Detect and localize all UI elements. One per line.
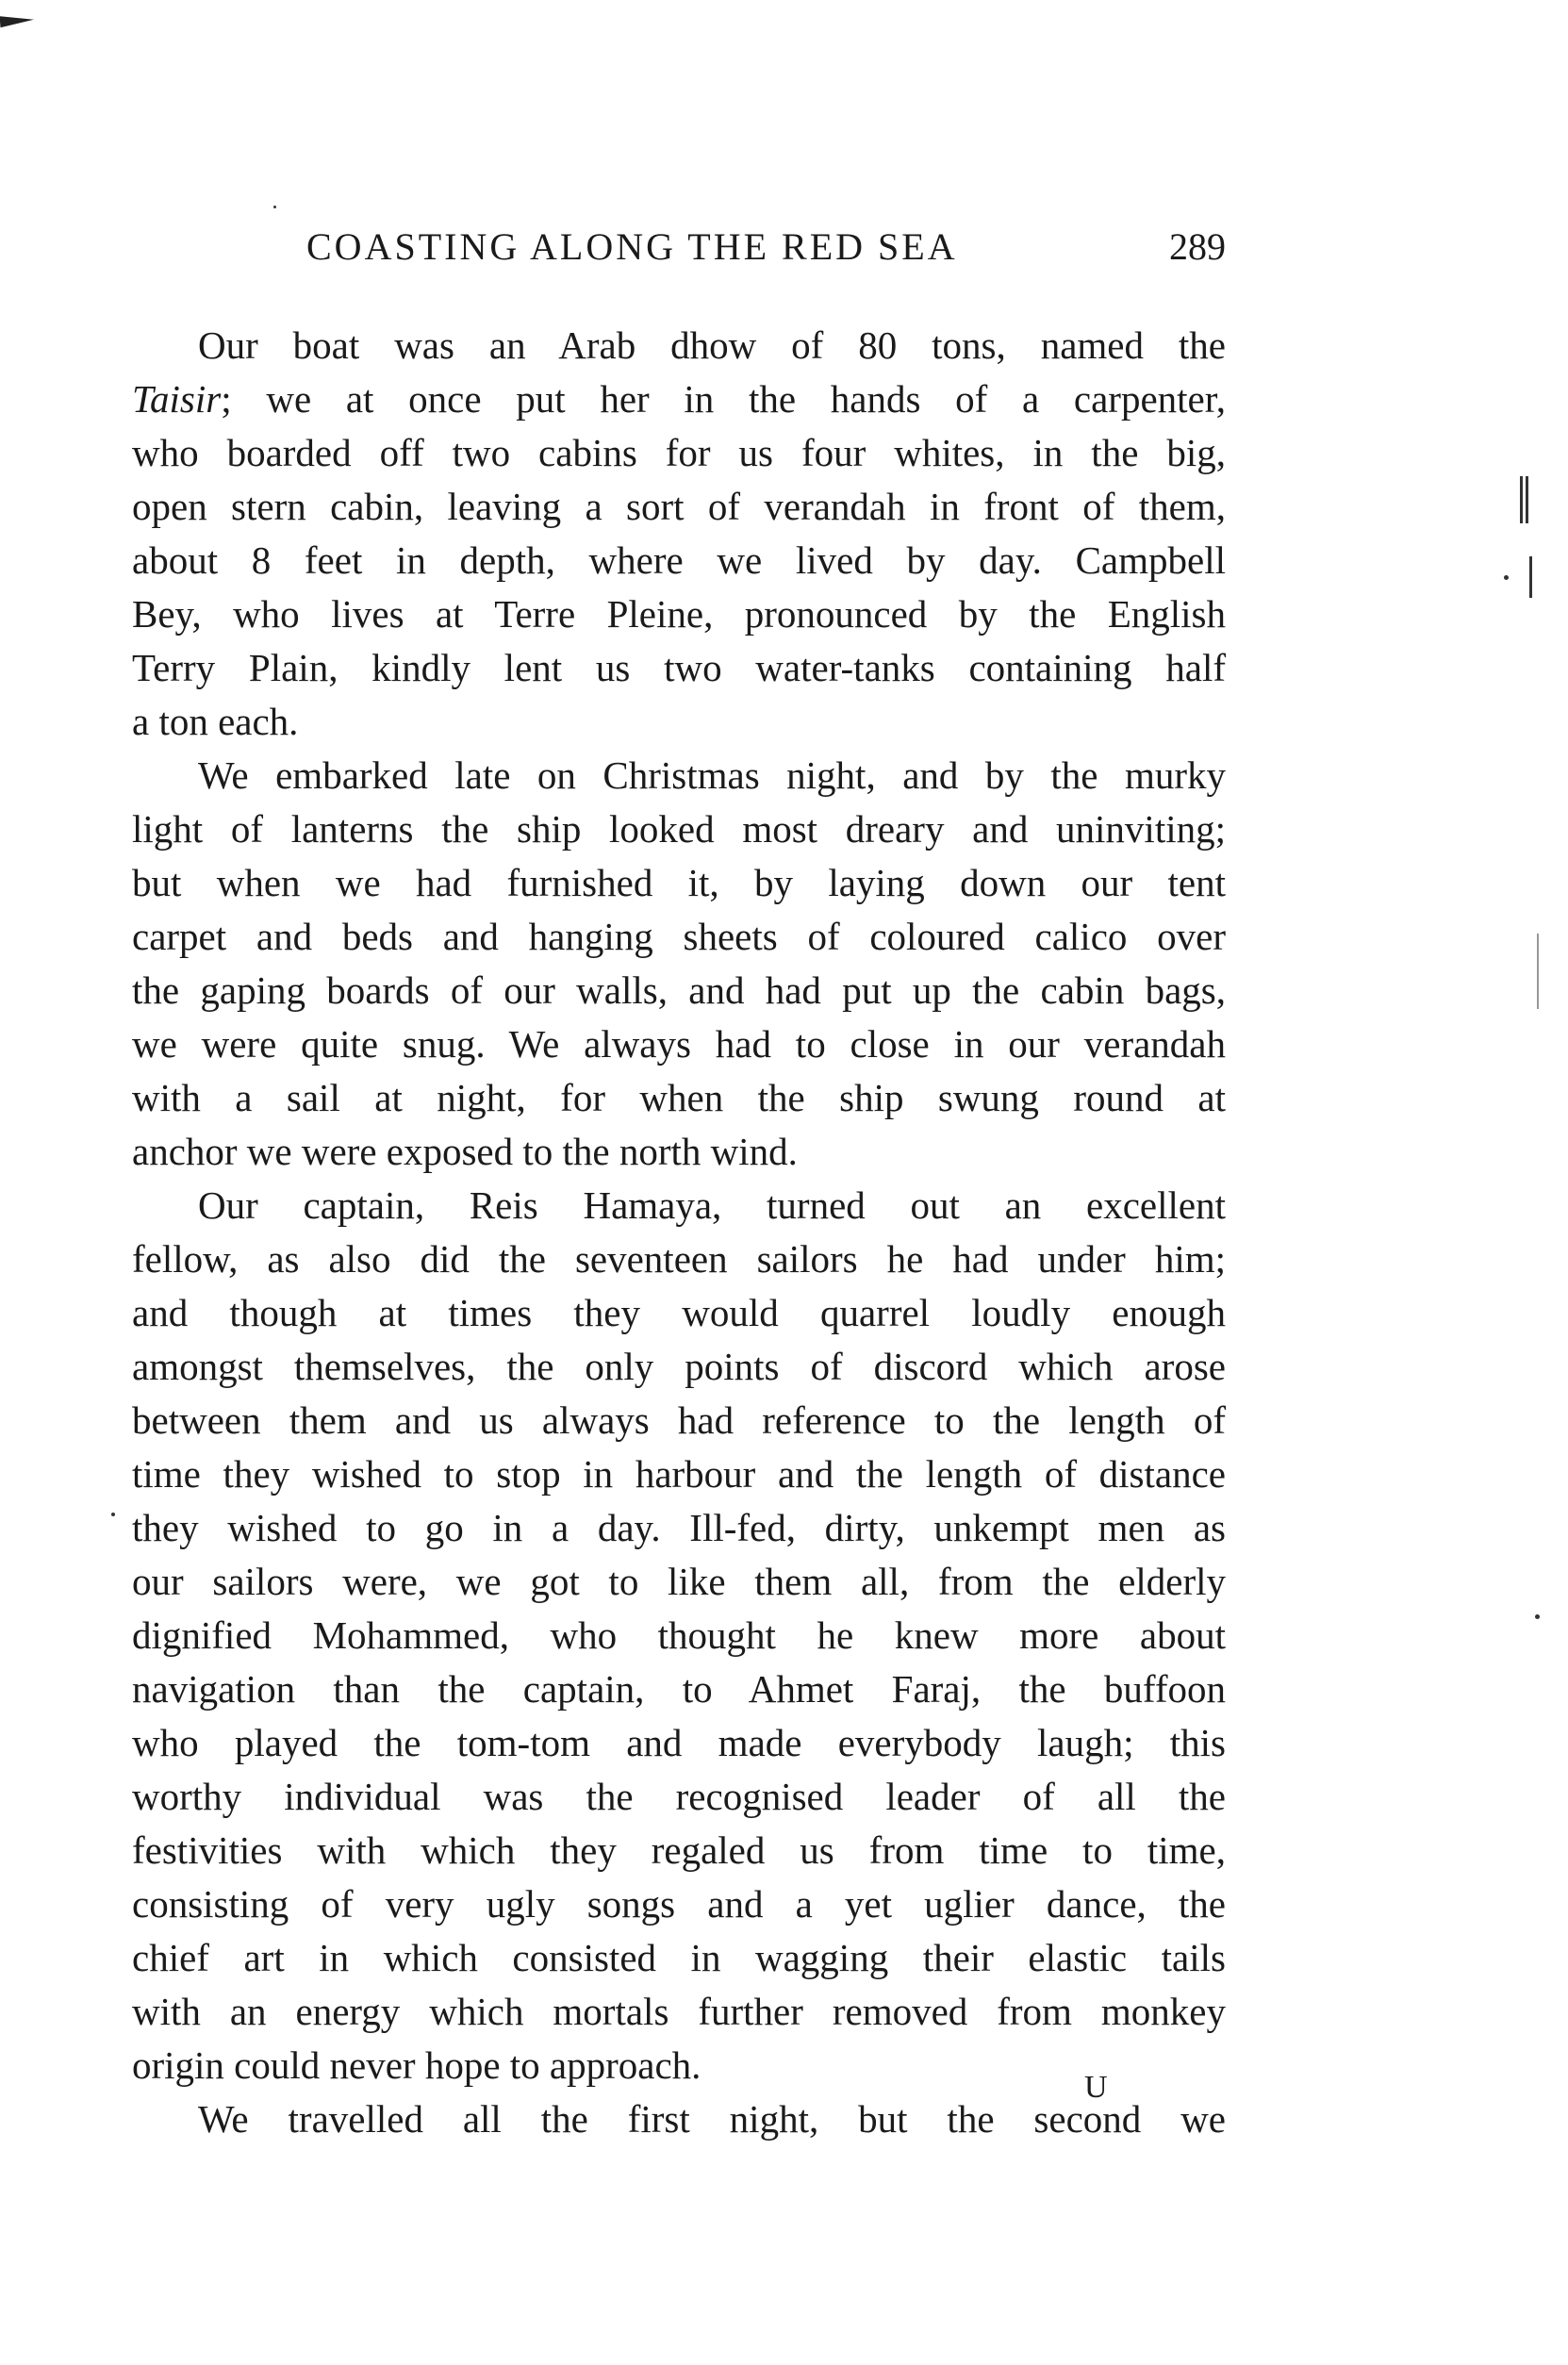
page-header: [132, 224, 1226, 281]
text-line: time they wished to stop in harbour and the length of distance: [132, 1452, 1226, 1496]
page-body: [132, 319, 1226, 2146]
text-line: navigation than the captain, to Ahmet Faraj, the buffoon: [132, 1667, 1226, 1711]
text-line: origin could never hope to approach.: [132, 2043, 701, 2087]
text-line: a ton each.: [132, 700, 299, 743]
scan-mark: [1520, 476, 1523, 523]
text-line: Taisir; we at once put her in the hands of a carpenter,: [132, 377, 1226, 421]
text-line: Our captain, Reis Hamaya, turned out an excellent: [198, 1183, 1226, 1227]
text-line: festivities with which they regaled us from time to time,: [132, 1828, 1226, 1872]
scan-mark: [1535, 1614, 1540, 1619]
text-line: with an energy which mortals further removed from monkey: [132, 1990, 1226, 2033]
corner-arrow-mark: [0, 14, 34, 27]
text-line: We embarked late on Christmas night, and by the murky: [198, 753, 1226, 797]
ship-name: Taisir: [132, 377, 222, 421]
paragraph: [132, 749, 1226, 1179]
paragraph: [132, 2092, 1226, 2146]
text-line: and though at times they would quarrel loudly enough: [132, 1291, 1226, 1334]
text-line: about 8 feet in depth, where we lived by day. Campbell: [132, 538, 1226, 582]
text-line: Bey, who lives at Terre Pleine, pronounced by the English: [132, 592, 1226, 636]
paragraph: [132, 319, 1226, 749]
text-line: we were quite snug. We always had to close in our verandah: [132, 1022, 1226, 1066]
text-line: light of lanterns the ship looked most dreary and uninviting;: [132, 807, 1226, 851]
signature-mark: U: [1084, 2070, 1108, 2105]
text-line: fellow, as also did the seventeen sailors he had under him;: [132, 1237, 1226, 1281]
text-line: the gaping boards of our walls, and had put up the cabin bags,: [132, 968, 1226, 1012]
text-line: Our boat was an Arab dhow of 80 tons, named the: [198, 323, 1226, 367]
text-line: chief art in which consisted in wagging their elastic tails: [132, 1936, 1226, 1979]
scan-mark: [111, 1513, 115, 1516]
text-line: our sailors were, we got to like them all, from the elderly: [132, 1560, 1226, 1603]
text-line: consisting of very ugly songs and a yet uglier dance, the: [132, 1882, 1226, 1926]
text-line: with a sail at night, for when the ship swung round at: [132, 1076, 1226, 1119]
text-line: amongst themselves, the only points of discord which arose: [132, 1345, 1226, 1388]
scan-mark: [1537, 934, 1539, 1009]
text-line: but when we had furnished it, by laying down our tent: [132, 861, 1226, 904]
scan-mark: [1526, 476, 1528, 523]
text-line: open stern cabin, leaving a sort of verandah in front of them,: [132, 485, 1226, 528]
text-line: We travelled all the first night, but the second we: [198, 2097, 1226, 2141]
text-line: Terry Plain, kindly lent us two water-tanks containing half: [132, 646, 1226, 689]
scan-mark: [273, 206, 276, 208]
text-line: anchor we were exposed to the north wind.: [132, 1130, 798, 1173]
scan-mark: [1529, 556, 1532, 598]
text-line: carpet and beds and hanging sheets of coloured calico over: [132, 915, 1226, 958]
text-line: who played the tom-tom and made everybody laugh; this: [132, 1721, 1226, 1764]
text-line: between them and us always had reference to the length of: [132, 1398, 1226, 1442]
text-line: worthy individual was the recognised leader of all the: [132, 1775, 1226, 1818]
text-line: they wished to go in a day. Ill-fed, dirty, unkempt men as: [132, 1506, 1226, 1549]
page-number: 289: [1169, 225, 1226, 268]
running-title: COASTING ALONG THE RED SEA: [306, 225, 958, 268]
scan-mark: [1504, 575, 1509, 580]
text-line: dignified Mohammed, who thought he knew more about: [132, 1613, 1226, 1657]
text-line: who boarded off two cabins for us four whites, in the big,: [132, 431, 1226, 474]
paragraph: [132, 1179, 1226, 2092]
